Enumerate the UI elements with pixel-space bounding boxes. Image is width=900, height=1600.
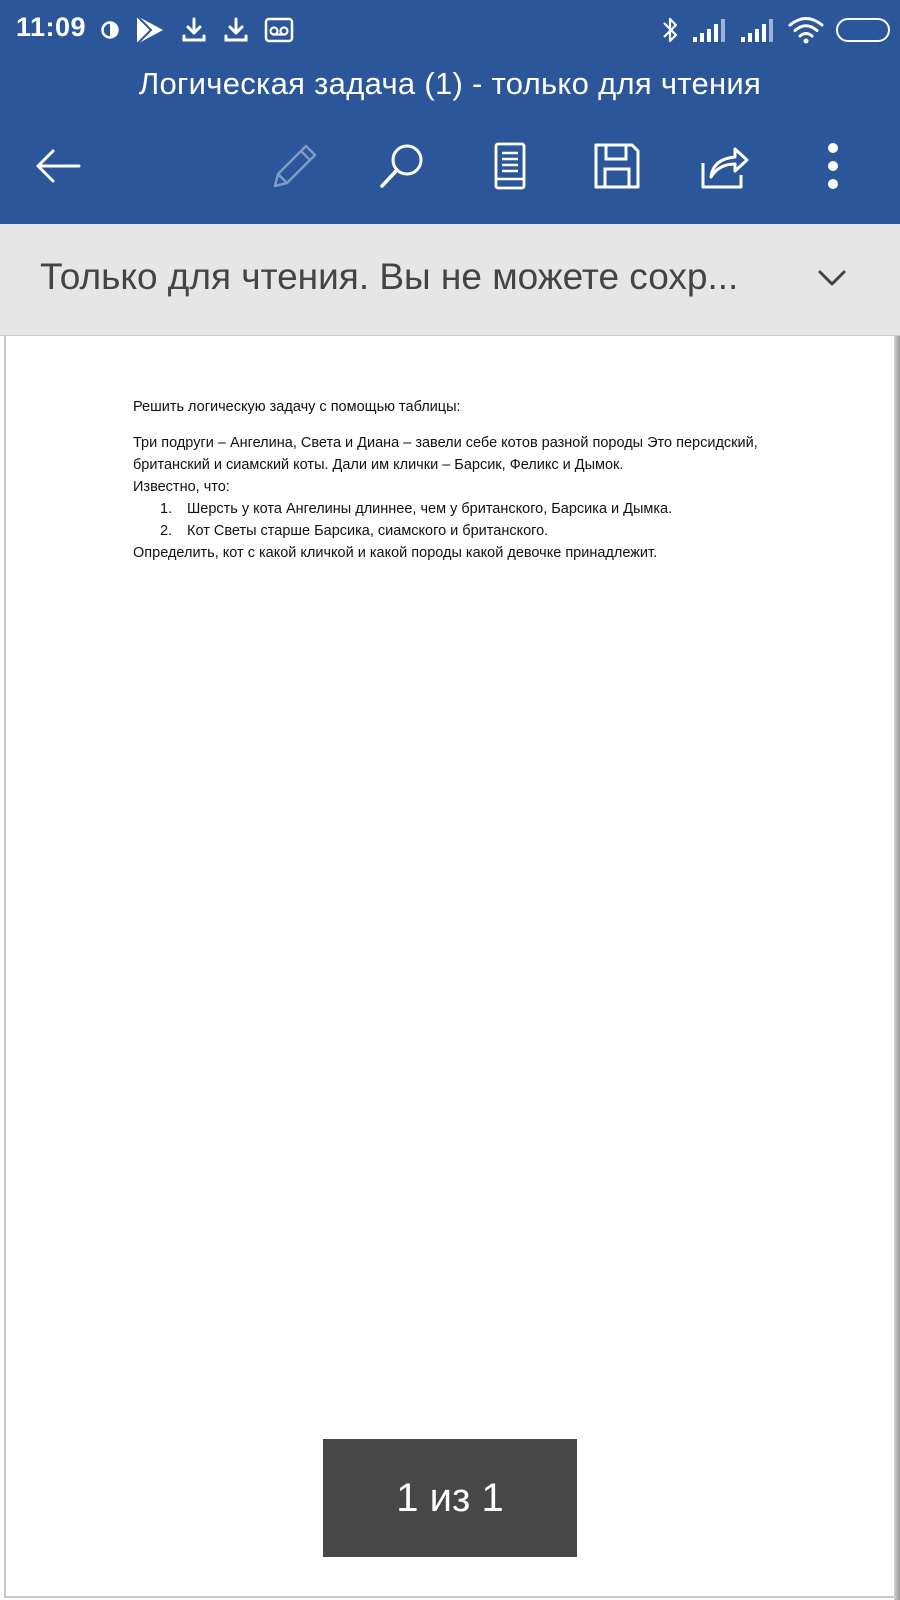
status-right-icons [660,14,890,46]
save-button[interactable] [581,130,653,202]
cellular-signal-icon [740,17,776,43]
cellular-signal-icon [692,17,728,43]
task-paragraph: Определить, кот с какой кличкой и какой породы какой девочке принадлежит. [133,545,658,561]
list-item-number: 2. [160,523,173,539]
task-paragraph: Известно, что: [133,479,230,495]
document-page [4,336,896,1598]
play-store-icon [134,14,166,46]
list-item-number: 1. [160,501,173,517]
chevron-down-icon [817,268,847,288]
page-edge-shadow [894,336,900,1600]
data-saver-icon [100,20,120,40]
battery-indicator [836,18,890,42]
read-only-message: Только для чтения. Вы не можете сохр... [40,256,739,297]
page-counter: 1 из 1 [323,1439,577,1557]
save-icon [592,141,642,191]
more-vertical-icon [823,141,843,191]
edit-button[interactable] [259,130,331,202]
search-icon [377,141,427,191]
back-arrow-icon [33,146,83,186]
back-button[interactable] [22,130,94,202]
download-icon [222,16,250,44]
toolbar [0,130,900,202]
bluetooth-icon [660,15,680,45]
list-item-text: Кот Светы старше Барсика, сиамского и британского. [187,523,549,539]
mobile-view-icon [490,141,530,191]
voicemail-icon [264,16,294,44]
share-icon [699,141,749,191]
download-icon [180,16,208,44]
search-button[interactable] [366,130,438,202]
list-item [133,520,813,542]
list-item [133,498,813,520]
battery-level: 56 [866,19,888,40]
task-heading: Решить логическую задачу с помощью таблицы: [133,399,461,415]
more-options-button[interactable] [797,130,869,202]
wifi-icon [788,16,824,44]
conditions-list [133,498,813,542]
document-title: Логическая задача (1) - только для чтения [138,66,762,101]
list-item-text: Шерсть у кота Ангелины длиннее, чем у британского, Барсика и Дымка. [187,501,673,517]
read-only-banner[interactable] [0,224,900,336]
document-viewer[interactable] [0,336,900,1600]
document-body [133,396,813,564]
task-paragraph: Три подруги – Ангелина, Света и Диана – завели себе котов разной породы Это персидский, британский и сиамский коты. Дали им клички – Барсик, Феликс и Дымок. [133,435,758,473]
edit-pencil-icon [270,141,320,191]
status-left-icons [100,14,294,46]
status-bar [0,0,900,60]
mobile-view-button[interactable] [474,130,546,202]
status-time: 11:09 [16,12,87,42]
app-bar [0,0,900,224]
share-button[interactable] [688,130,760,202]
expand-banner-button[interactable] [808,254,856,302]
